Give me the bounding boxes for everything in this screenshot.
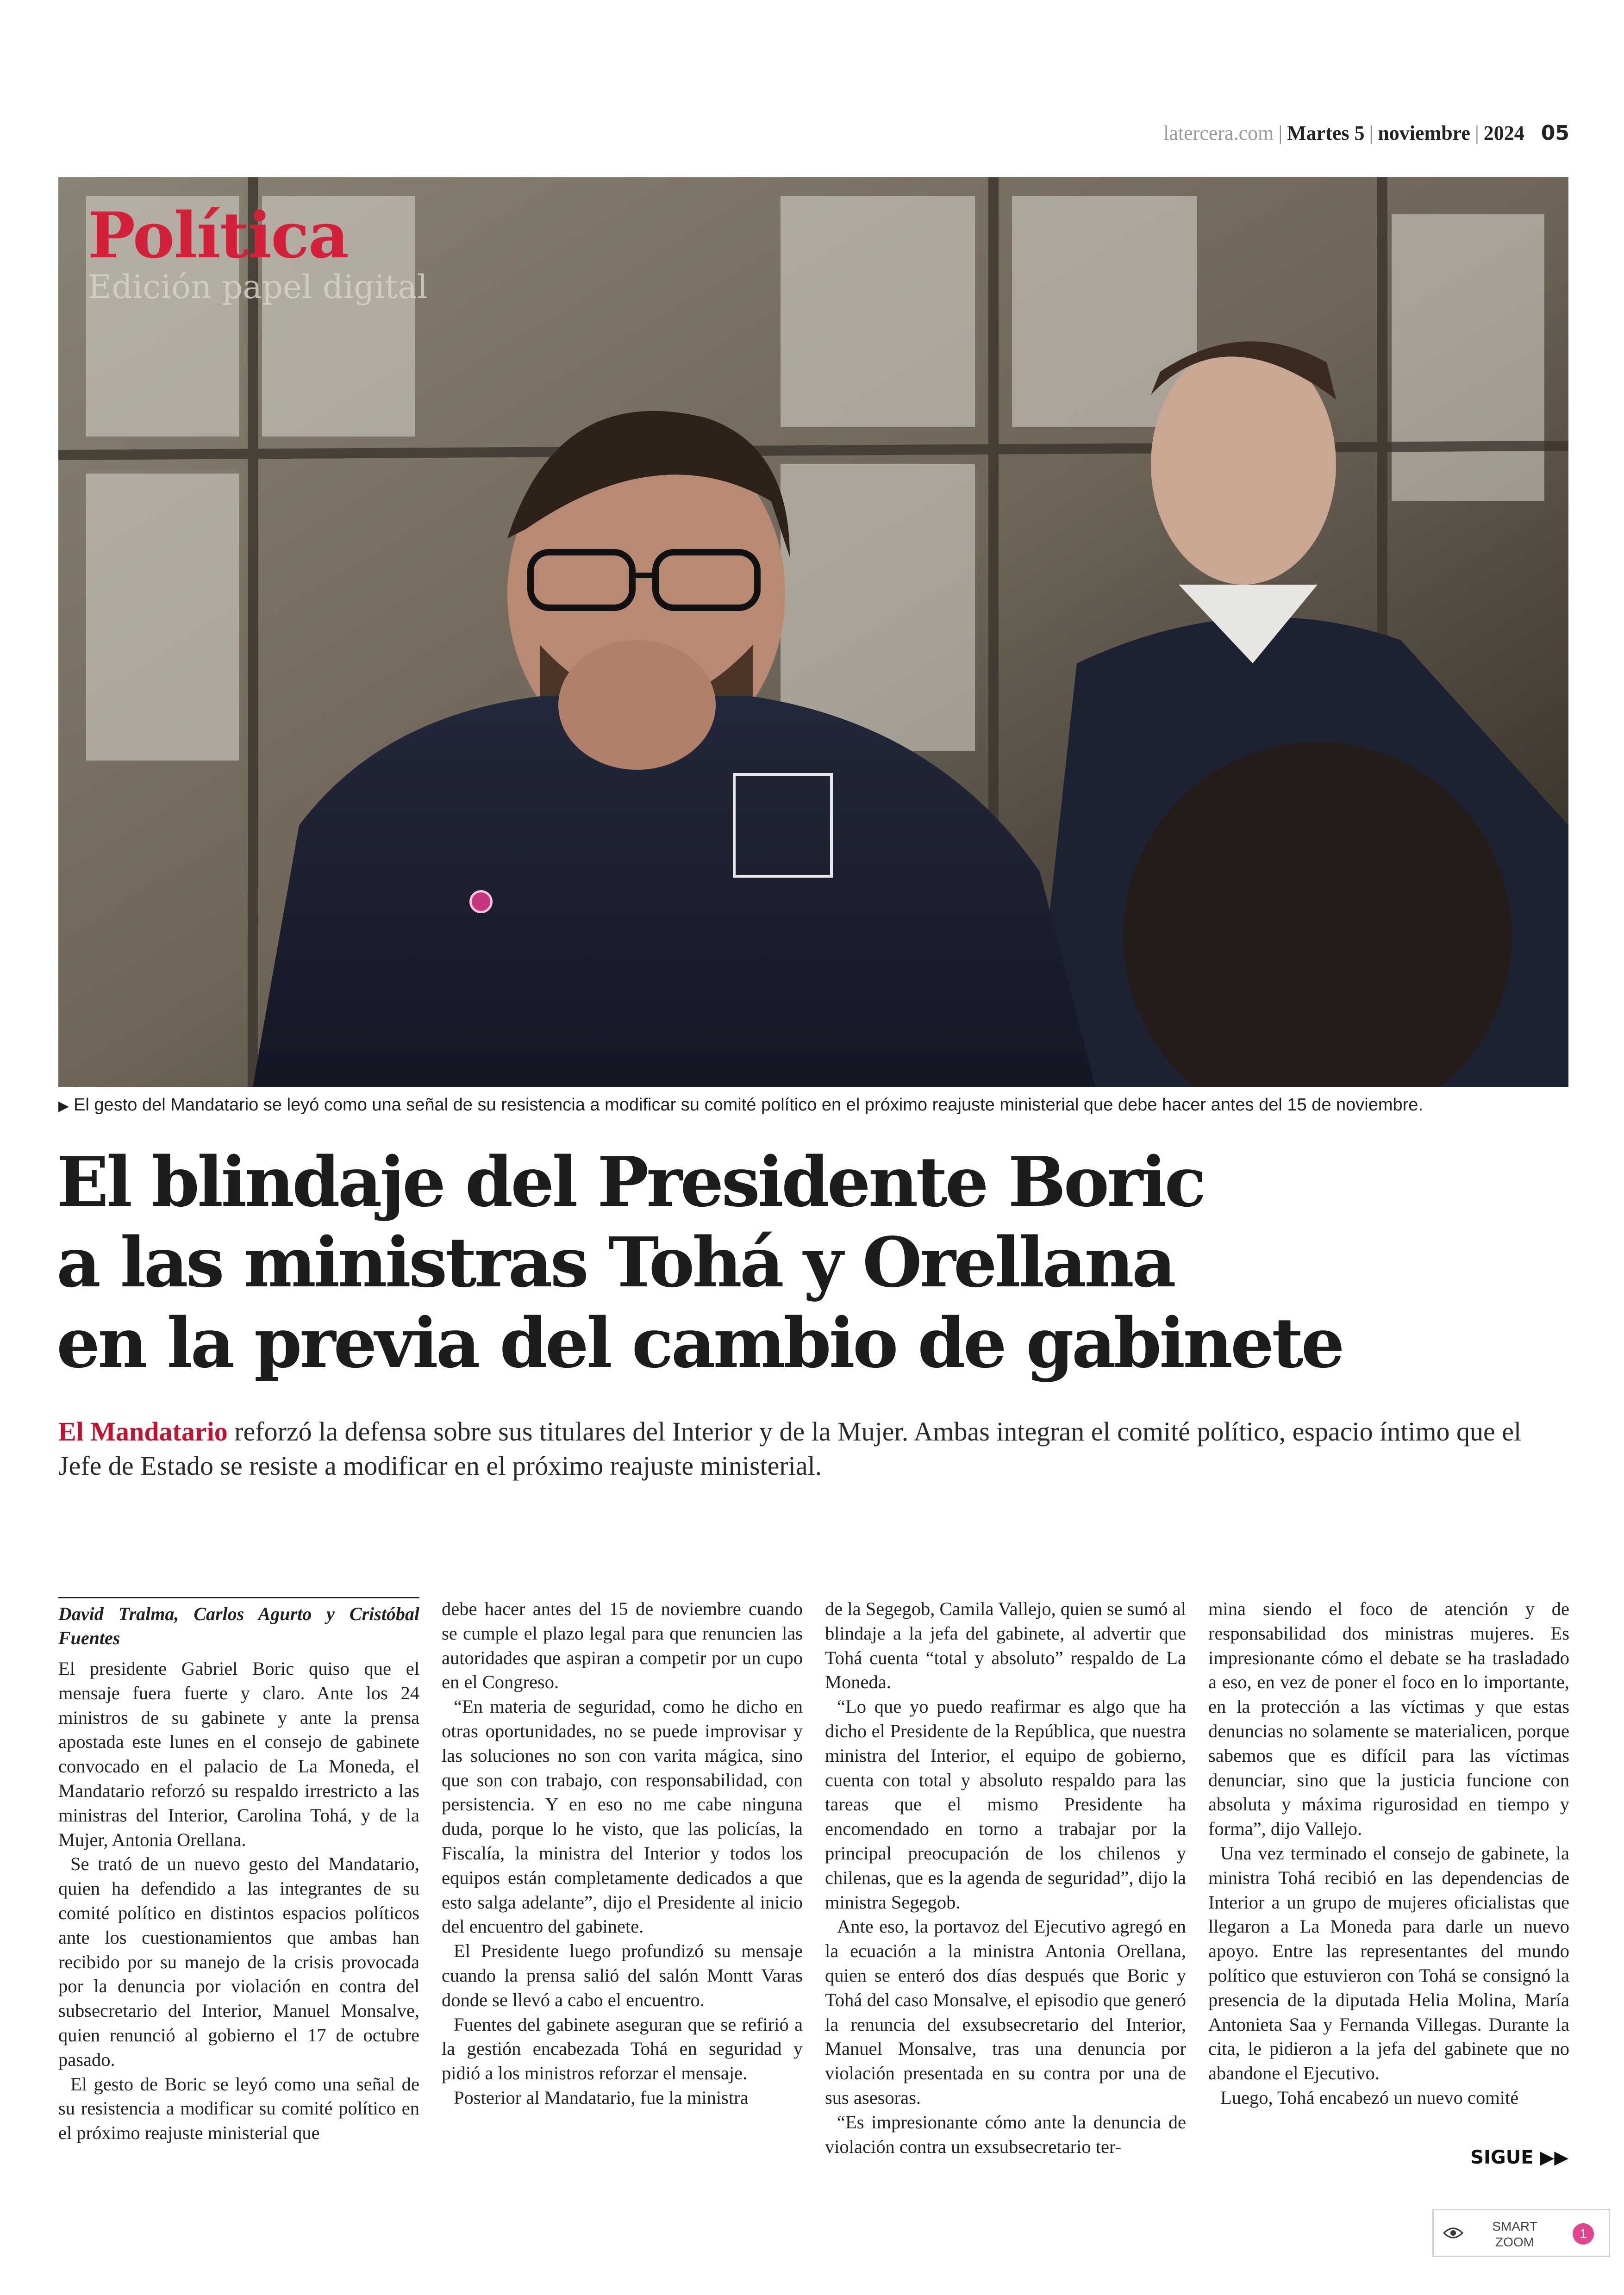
edition-subtitle: Edición papel digital xyxy=(88,268,428,306)
headline-line: a las ministras Tohá y Orellana xyxy=(56,1222,1174,1303)
body-paragraph: El presidente Gabriel Boric quiso que el mensaje fuera fuerte y claro. Ante los 24 ministros de su gabinete y ante la prensa apostada este lunes en el consejo de gabinete convocado en el palacio de La Moneda, el Mandatario reforzó su respaldo irrestricto a las ministras del Interior, Carolina Tohá, y de la Mujer, Antonia Orellana. xyxy=(58,1658,419,1850)
headline xyxy=(56,1141,1445,1383)
body-paragraph: “En materia de seguridad, como he dicho en otras oportunidades, no se puede improvisar y las soluciones no son con varita mágica, sino que son con trabajo, con responsabilidad, con persistencia. Y en eso no me cabe ninguna duda, porque lo he visto, que las policías, la Fiscalía, la ministra del Interior y todos los equipos están completamente dedicados a que esto salga adelante”, dijo el Presidente al inicio del encuentro del gabinete. xyxy=(442,1696,803,1937)
caption-text: El gesto del Mandatario se leyó como una señal de su resistencia a modificar su comité político en el próximo reajuste ministerial que debe hacer antes del 15 de noviembre. xyxy=(74,1095,1424,1115)
body-paragraph: Posterior al Mandatario, fue la ministra xyxy=(454,2087,749,2108)
zoom-count-badge: 1 xyxy=(1573,2223,1594,2245)
smart-zoom-button[interactable] xyxy=(1432,2209,1610,2257)
headline-line: El blindaje del Presidente Boric xyxy=(56,1141,1204,1222)
body-column-2 xyxy=(442,1597,803,2110)
body-paragraph: “Lo que yo puedo reafirmar es algo que ha dicho el Presidente de la República, que nuestra ministra del Interior, el equipo de gobierno, cuenta con total y absoluto respaldo para las tareas que el mismo Presidente ha encomendado en torno a trabajar por la principal preocupación de los chilenos y chilenas, que es la agenda de seguridad”, dijo la ministra Segegob. xyxy=(825,1696,1186,1913)
body-column-4 xyxy=(1208,1597,1569,2110)
body-paragraph: El Presidente luego profundizó su mensaje cuando la prensa salió del salón Montt Varas donde se llevó a cabo el encuentro. xyxy=(442,1940,803,2010)
body-paragraph: El gesto de Boric se leyó como una señal de su resistencia a modificar su comité político en el próximo reajuste ministerial que xyxy=(58,2073,419,2144)
body-paragraph: de la Segegob, Camila Vallejo, quien se sumó al blindaje a la jefa del gabinete, al advertir que Tohá cuenta “total y absoluto” respaldo de La Moneda. xyxy=(825,1598,1186,1693)
section-title: Política xyxy=(88,199,349,273)
headline-line: en la previa del cambio de gabinete xyxy=(56,1303,1343,1383)
body-paragraph: Fuentes del gabinete aseguran que se refirió a la gestión encabezada Tohá en seguridad y pidió a los ministros reforzar el mensaje. xyxy=(442,2014,803,2084)
body-paragraph: Se trató de un nuevo gesto del Mandatario, quien ha defendido a las integrantes de su comité político en distintos espacios políticos ante los cuestionamientos que ambas han recibido por su manejo de la crisis provocada por la denuncia por violación en contra del subsecretario del Interior, Manuel Monsalve, quien renunció al gobierno el 17 de octubre pasado. xyxy=(58,1853,419,2070)
photo-caption xyxy=(58,1095,1568,1115)
photo-illustration xyxy=(58,177,1568,1087)
body-column-3 xyxy=(825,1597,1186,2159)
byline: David Tralma, Carlos Agurto y Cristóbal Fuentes xyxy=(58,1597,419,1650)
body-column-1 xyxy=(58,1597,419,2145)
lead-text: reforzó la defensa sobre sus titulares del Interior y de la Mujer. Ambas integran el comité político, espacio íntimo que el Jefe de Estado se resiste a modificar en el próximo reajuste ministerial. xyxy=(58,1416,1522,1481)
smart-zoom-label-line: ZOOM xyxy=(1495,2235,1534,2249)
caption-arrow-icon: ▶ xyxy=(58,1098,69,1114)
body-paragraph: debe hacer antes del 15 de noviembre cuando se cumple el plazo legal para que renuncien las autoridades que aspiran a competir por un cupo en el Congreso. xyxy=(442,1598,803,1693)
page-number: 05 xyxy=(1541,121,1569,145)
page-header: latercera.com | Martes 5 | noviembre | 2024 05 xyxy=(1163,121,1569,145)
body-paragraph: mina siendo el foco de atención y de responsabilidad dos ministras mujeres. Es impresionante cómo el debate se ha trasladado a eso, en vez de poner el foco en lo importante, en la protección a las víctimas y que estas denuncias no solamente se materialicen, porque sabemos que es difícil para las víctimas denunciar, sino que la justicia funcione con absoluta y máxima rigurosidad en tiempo y forma”, dijo Vallejo. xyxy=(1208,1598,1569,1840)
media-marker-icon[interactable] xyxy=(469,890,493,913)
smart-zoom-label-line: SMART xyxy=(1492,2219,1537,2233)
lead-paragraph xyxy=(58,1415,1558,1483)
header-month: noviembre xyxy=(1378,122,1470,144)
lead-kicker: El Mandatario xyxy=(58,1416,228,1447)
body-paragraph: Luego, Tohá encabezó un nuevo comité xyxy=(1220,2087,1519,2108)
body-paragraph: Una vez terminado el consejo de gabinete, la ministra Tohá recibió en las dependencias de Interior a un grupo de mujeres oficialistas que llegaron a La Moneda para darle un nuevo apoyo. Entre las representantes del mundo político que estuvieron con Tohá se consignó la presencia de la diputada Helia Molina, María Antonieta Saa y Fernanda Villegas. Durante la cita, le pidieron a la jefa del gabinete que no abandone el Ejecutivo. xyxy=(1208,1842,1569,2084)
eye-icon xyxy=(1443,2226,1463,2242)
continue-label[interactable]: SIGUE ▶▶ xyxy=(1470,2147,1568,2168)
body-paragraph: Ante eso, la portavoz del Ejecutivo agregó en la ecuación a la ministra Antonia Orellana, quien se enteró dos días después que Boric y Tohá del caso Monsalve, el episodio que generó la renuncia del exsubsecretario del Interior, Manuel Monsalve, tras una denuncia por violación presentada en su contra por una de sus asesoras. xyxy=(825,1916,1186,2108)
header-year: 2024 xyxy=(1483,122,1524,144)
main-photo xyxy=(58,177,1568,1087)
smart-zoom-label xyxy=(1485,2219,1545,2250)
body-paragraph: “Es impresionante cómo ante la denuncia de violación contra un exsubsecretario ter- xyxy=(825,2111,1186,2157)
site-name[interactable]: latercera.com xyxy=(1163,122,1274,144)
header-day: Martes 5 xyxy=(1287,122,1365,144)
